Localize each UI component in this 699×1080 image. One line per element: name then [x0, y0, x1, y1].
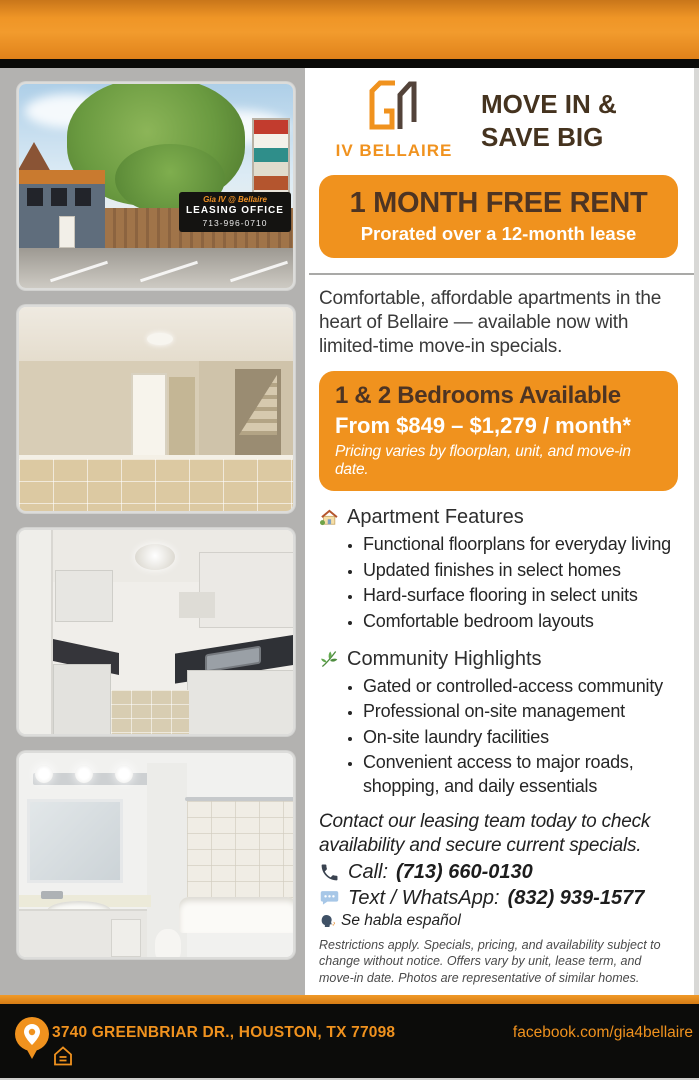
feature-item: • Functional floorplans for everyday living [363, 533, 678, 556]
features-section [319, 506, 678, 633]
features-heading-row [319, 506, 678, 529]
sign-line-1: Gia IV @ Bellaire [203, 195, 267, 204]
highlights-heading-row [319, 648, 678, 671]
photo-kitchen [17, 528, 295, 736]
highlights-heading: Community Highlights [347, 647, 542, 670]
text-row [319, 887, 678, 910]
highlight-item: • On-site laundry facilities [363, 726, 678, 749]
call-number: (713) 660-0130 [396, 860, 533, 883]
footer [0, 1004, 699, 1080]
house-outline-icon [51, 1044, 75, 1068]
parking-lot [19, 248, 295, 290]
chat-bubble-icon [319, 888, 340, 909]
upper-cabinet-left [55, 570, 113, 622]
faucet [41, 891, 63, 899]
brand-row [319, 78, 678, 161]
highlights-section [319, 648, 678, 798]
free-rent-banner [319, 175, 678, 258]
mirror [27, 799, 123, 883]
tile-floor [19, 459, 295, 513]
highlight-item: • Convenient access to major roads, shopping, and daily essentials [363, 751, 678, 798]
contact-block [319, 810, 678, 930]
free-rent-subtitle: Prorated over a 12-month lease [360, 223, 637, 244]
features-heading: Apartment Features [347, 506, 524, 529]
content-column [305, 68, 694, 995]
vanity-drawer [111, 919, 141, 957]
ceiling-light [147, 333, 173, 345]
bathtub [179, 897, 295, 933]
photo-bathroom [17, 751, 295, 959]
building-accent-band [19, 170, 105, 184]
building-window [51, 188, 67, 206]
building-window [75, 188, 91, 206]
shower-tile [187, 801, 295, 901]
phone-icon [319, 862, 340, 883]
headline-line-1: MOVE IN & [481, 89, 617, 119]
sign-line-2: LEASING OFFICE [186, 205, 284, 216]
open-door [131, 373, 167, 457]
feature-item: • Updated finishes in select homes [363, 559, 678, 582]
highlight-item: • Gated or controlled-access community [363, 675, 678, 698]
light-bulb [75, 765, 93, 783]
pricing-note: Pricing varies by floorplan, unit, and move-in date. [335, 443, 631, 479]
highlights-list [319, 675, 678, 798]
top-orange-bar [0, 0, 699, 59]
sign-line-3: 713-996-0710 [202, 217, 268, 228]
disclaimer: Restrictions apply. Specials, pricing, and availability subject to change without notice. Offers vary by unit, lease term, and move-in date. Photos are representative of similar homes. [319, 937, 661, 985]
herb-icon [319, 649, 339, 669]
range-hood [179, 592, 215, 618]
lower-cabinet-right [187, 670, 295, 736]
facebook-link[interactable]: facebook.com/gia4bellaire [512, 1024, 693, 1041]
building-window [27, 188, 43, 206]
text-label: Text / WhatsApp: [348, 886, 500, 909]
text-number: (832) 939-1577 [507, 886, 645, 909]
pricing-title: 1 & 2 Bedrooms Available [335, 382, 621, 410]
light-bulb [35, 765, 53, 783]
intro-paragraph: Comfortable, affordable apartments in the heart of Bellaire — available now with limited-time move-in specials. [319, 288, 662, 358]
headline-line-2: SAVE BIG [481, 121, 604, 152]
photo-leasing-office-exterior [17, 82, 295, 290]
building-door [59, 216, 75, 248]
footer-orange-strip [0, 995, 699, 1004]
leasing-office-sign [179, 192, 291, 232]
toilet [155, 929, 181, 959]
features-list [319, 533, 678, 633]
photo-panel [0, 68, 305, 995]
highlight-item: • Professional on-site management [363, 700, 678, 723]
pricing-banner [319, 371, 678, 491]
free-rent-title: 1 MONTH FREE RENT [349, 187, 648, 219]
dome-light [135, 544, 175, 570]
right-edge-strip [694, 68, 699, 995]
brand-logo [319, 78, 469, 161]
location-pin-icon [13, 1016, 51, 1060]
hallway [169, 377, 195, 457]
call-row [319, 861, 678, 884]
feature-item: • Comfortable bedroom layouts [363, 610, 678, 633]
tile-floor [111, 690, 189, 736]
pricing-price-line: From $849 – $1,279 / month* [335, 413, 631, 439]
contact-lead: Contact our leasing team today to check availability and secure current specials. [319, 810, 651, 856]
brand-name: IV BELLAIRE [335, 141, 453, 160]
speaking-head-icon [319, 913, 335, 929]
call-label: Call: [348, 860, 389, 883]
light-bulb [115, 765, 133, 783]
photo-living-room [17, 305, 295, 513]
headline [481, 88, 617, 153]
footer-address: 3740 GREENBRIAR DR., HOUSTON, TX 77098 [52, 1024, 396, 1041]
language-row [319, 912, 678, 930]
near-wall [19, 530, 53, 736]
section-divider [309, 273, 694, 275]
lower-cabinet-left [53, 664, 111, 736]
top-black-strip [0, 59, 699, 68]
language-note: Se habla español [341, 911, 461, 929]
feature-item: • Hard-surface flooring in select units [363, 584, 678, 607]
house-icon [319, 508, 339, 528]
building-logo-icon [362, 78, 426, 134]
